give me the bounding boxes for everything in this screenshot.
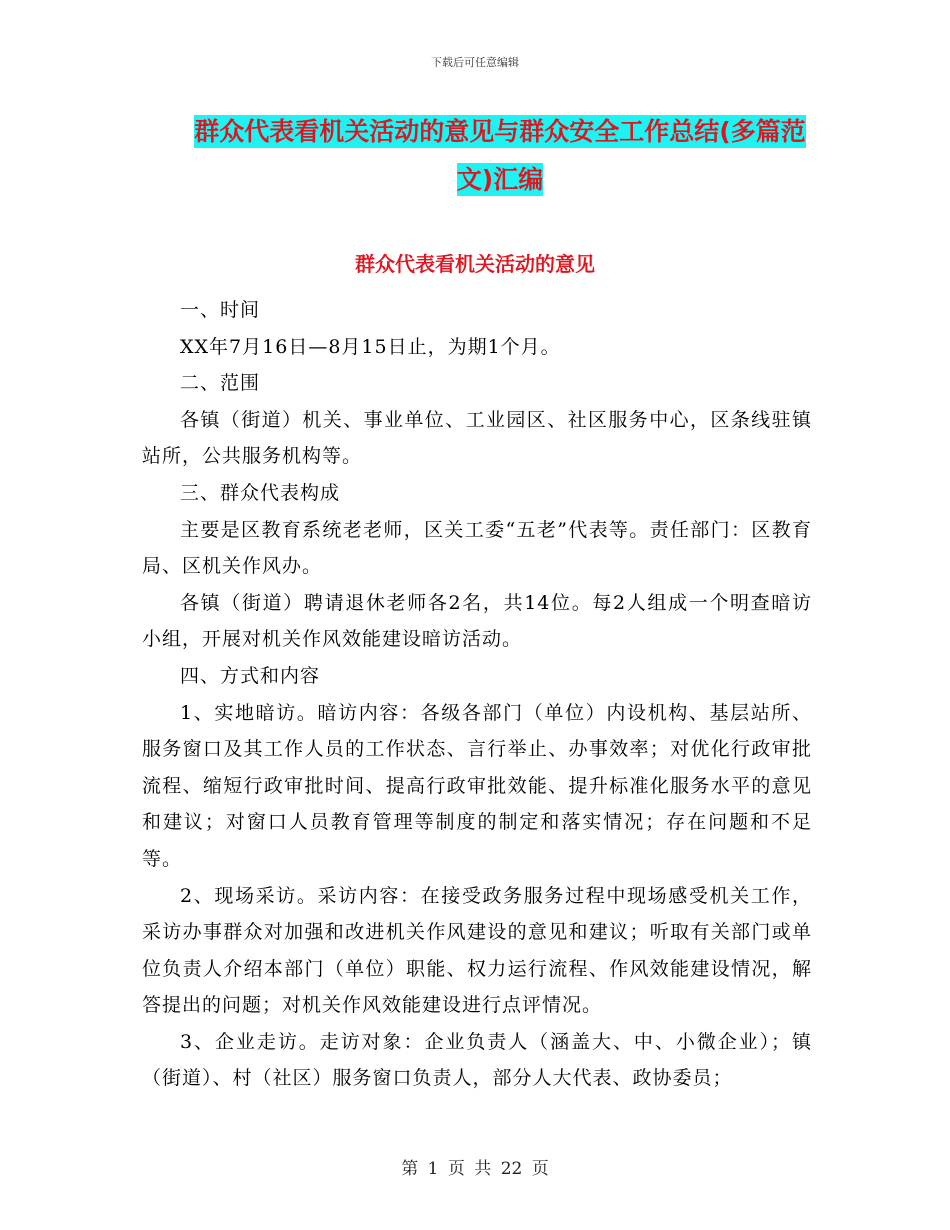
page-footer: 第 1 页 共 22 页 bbox=[401, 1159, 549, 1179]
document-body bbox=[142, 292, 812, 1097]
paragraph: 2、现场采访。采访内容：在接受政务服务过程中现场感受机关工作，采访办事群众对加强和改进机关作风建设的意见和建议；听取有关部门或单位负责人介绍本部门（单位）职能、权力运行流程、作风效能建设情况，解答提出的问题；对机关作风效能建设进行点评情况。 bbox=[142, 884, 812, 1017]
paragraph: 二、范围 bbox=[180, 372, 261, 395]
paragraph: 各镇（街道）机关、事业单位、工业园区、社区服务中心，区条线驻镇站所，公共服务机构等。 bbox=[142, 408, 812, 468]
paragraph: 一、时间 bbox=[180, 299, 261, 321]
paragraph: XX年7月16日—8月15日止，为期1个月。 bbox=[180, 335, 561, 358]
header-note: 下载后可任意编辑 bbox=[431, 56, 519, 69]
paragraph: 1、实地暗访。暗访内容：各级各部门（单位）内设机构、基层站所、服务窗口及其工作人员的工作状态、言行举止、办事效率；对优化行政审批流程、缩短行政审批时间、提高行政审批效能、提升标准化服务水平的意见和建议；对窗口人员教育管理等制度的制定和落实情况；存在问题和不足等。 bbox=[142, 701, 812, 870]
section-title: 群众代表看机关活动的意见 bbox=[355, 252, 595, 276]
paragraph: 各镇（街道）聘请退休老师各2名，共14位。每2人组成一个明查暗访小组，开展对机关作风效能建设暗访活动。 bbox=[142, 591, 812, 651]
paragraph: 三、群众代表构成 bbox=[180, 481, 341, 504]
document-title-text: 群众代表看机关活动的意见与群众安全工作总结(多篇范文)汇编 bbox=[194, 117, 806, 194]
paragraph: 主要是区教育系统老老师，区关工委“五老”代表等。责任部门：区教育局、区机关作风办。 bbox=[142, 518, 812, 578]
paragraph: 3、企业走访。走访对象：企业负责人（涵盖大、中、小微企业）；镇（街道）、村（社区）服务窗口负责人，部分人大代表、政协委员； bbox=[142, 1030, 812, 1090]
paragraph: 四、方式和内容 bbox=[180, 664, 321, 687]
document-title bbox=[185, 108, 815, 204]
